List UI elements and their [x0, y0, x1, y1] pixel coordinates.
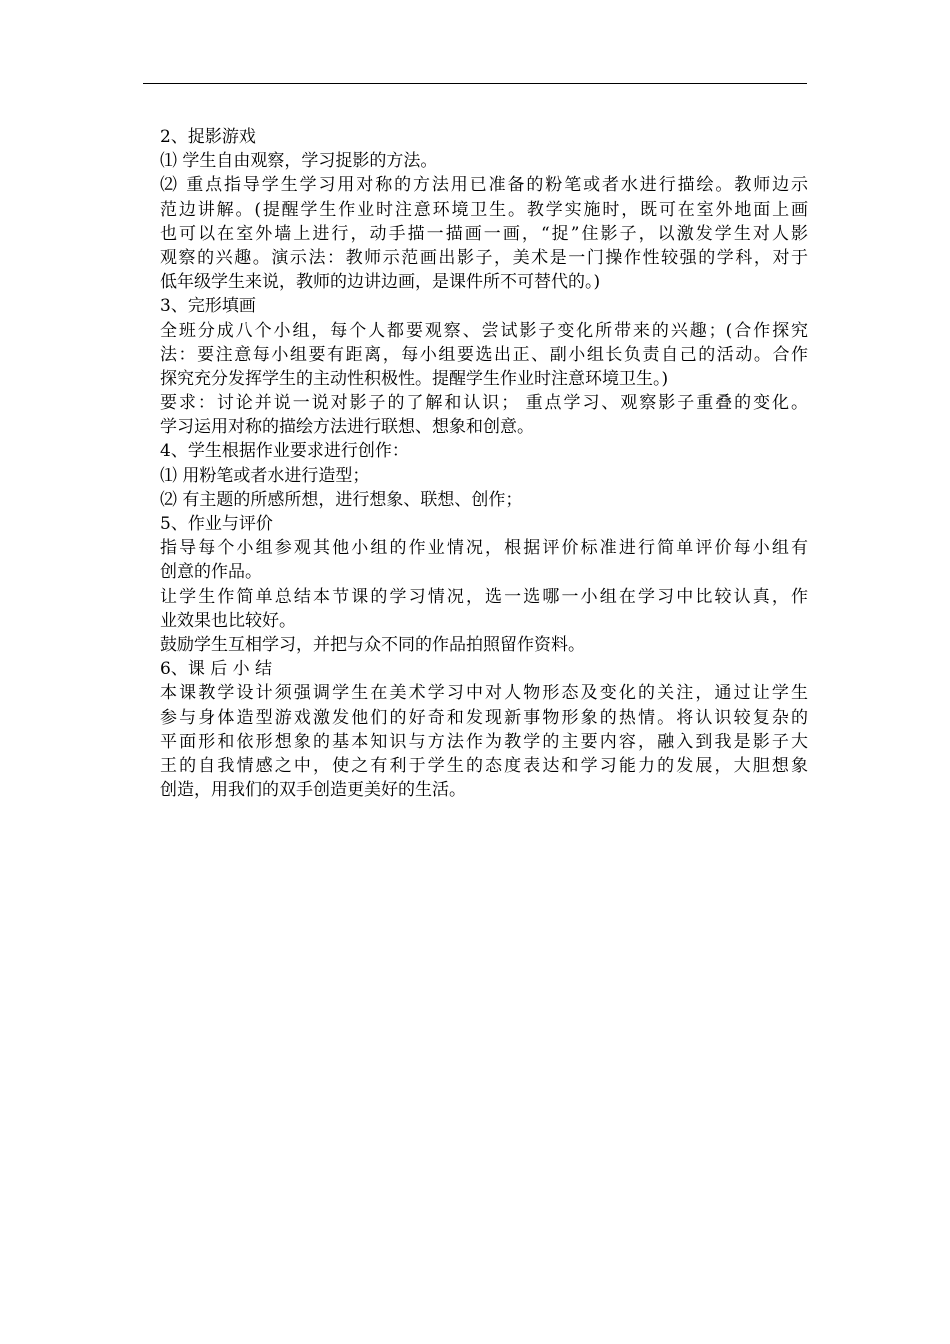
- text-line: ⑴ 用粉笔或者水进行造型；: [160, 465, 370, 486]
- text-line: ⑴ 学生自由观察，学习捉影的方法。: [160, 151, 438, 172]
- heading-6: 6、课 后 小 结: [160, 659, 273, 680]
- text-line: 指导每个小组参观其他小组的作业情况，根据评价标准进行简单评价每小组有: [160, 538, 808, 559]
- text-line: 业效果也比较好。: [160, 610, 296, 631]
- text-line: 探究充分发挥学生的主动性积极性。提醒学生作业时注意环境卫生。): [160, 368, 669, 389]
- text-line: 也可以在室外墙上进行，动手描一描画一画，“捉”住影子，以激发学生对人影: [160, 223, 808, 244]
- heading-2: 2、捉影游戏: [160, 127, 256, 147]
- text-line: 参与身体造型游戏激发他们的好奇和发现新事物形象的热情。将认识较复杂的: [160, 707, 808, 728]
- text-line: 低年级学生来说，教师的边讲边画，是课件所不可替代的。): [160, 272, 601, 293]
- heading-4: 4、学生根据作业要求进行创作：: [160, 441, 409, 462]
- text-line: 观察的兴趣。演示法：教师示范画出影子，美术是一门操作性较强的学科，对于: [160, 247, 808, 268]
- text-line: 创意的作品。: [160, 562, 262, 583]
- heading-5: 5、作业与评价: [160, 514, 273, 534]
- text-line: 法：要注意每小组要有距离，每小组要选出正、副小组长负责自己的活动。合作: [160, 344, 808, 365]
- heading-3: 3、完形填画: [160, 296, 256, 317]
- text-line: 鼓励学生互相学习，并把与众不同的作品拍照留作资料。: [160, 634, 585, 655]
- text-line: 创造，用我们的双手创造更美好的生活。: [160, 780, 466, 801]
- text-line: 学习运用对称的描绘方法进行联想、想象和创意。: [160, 417, 534, 438]
- text-line: 王的自我情感之中，使之有利于学生的态度表达和学习能力的发展，大胆想象: [160, 755, 808, 776]
- header-rule: [143, 83, 807, 84]
- text-line: 平面形和依形想象的基本知识与方法作为教学的主要内容，融入到我是影子大: [160, 731, 808, 752]
- text-line: ⑵ 重点指导学生学习用对称的方法用已准备的粉笔或者水进行描绘。教师边示: [160, 175, 808, 196]
- text-line: 全班分成八个小组，每个人都要观察、尝试影子变化所带来的兴趣；(合作探究: [160, 320, 808, 341]
- text-line: ⑵ 有主题的所感所想，进行想象、联想、创作；: [160, 489, 523, 510]
- text-line: 范边讲解。(提醒学生作业时注意环境卫生。教学实施时，既可在室外地面上画: [160, 199, 808, 220]
- text-line: 让学生作简单总结本节课的学习情况，选一选哪一小组在学习中比较认真，作: [160, 586, 808, 607]
- text-line: 要求：讨论并说一说对影子的了解和认识； 重点学习、观察影子重叠的变化。: [160, 393, 808, 414]
- text-line: 本课教学设计须强调学生在美术学习中对人物形态及变化的关注，通过让学生: [160, 683, 808, 704]
- body-text: [160, 125, 808, 802]
